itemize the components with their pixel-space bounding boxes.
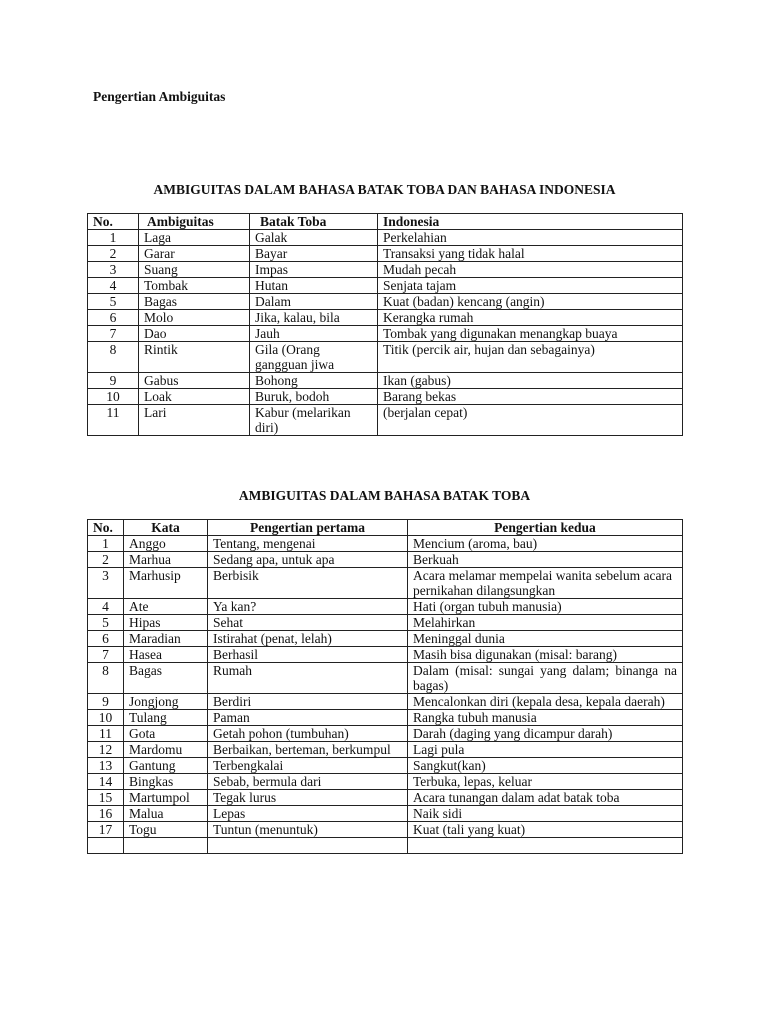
cell-no: 11 [88, 405, 139, 436]
cell-kata: Togu [124, 822, 208, 838]
cell-no: 6 [88, 310, 139, 326]
table-row [88, 742, 683, 758]
cell-ambiguitas: Suang [139, 262, 250, 278]
cell-no: 3 [88, 262, 139, 278]
cell-pengertian-kedua: Naik sidi [408, 806, 683, 822]
cell-kata: Gantung [124, 758, 208, 774]
cell-ambiguitas: Lari [139, 405, 250, 436]
cell-kata [124, 838, 208, 854]
cell-batak-toba: Kabur (melarikan diri) [250, 405, 378, 436]
cell-pengertian-kedua: Berkuah [408, 552, 683, 568]
cell-no: 5 [88, 615, 124, 631]
cell-pengertian-kedua: Hati (organ tubuh manusia) [408, 599, 683, 615]
cell-batak-toba: Gila (Orang gangguan jiwa [250, 342, 378, 373]
cell-no: 7 [88, 326, 139, 342]
table-row [88, 710, 683, 726]
cell-ambiguitas: Dao [139, 326, 250, 342]
table-row [88, 631, 683, 647]
header-no: No. [88, 214, 139, 230]
cell-batak-toba: Bohong [250, 373, 378, 389]
cell-no: 7 [88, 647, 124, 663]
cell-pengertian-pertama: Sebab, bermula dari [208, 774, 408, 790]
cell-pengertian-kedua: Sangkut(kan) [408, 758, 683, 774]
cell-indonesia: Tombak yang digunakan menangkap buaya [378, 326, 683, 342]
cell-no: 9 [88, 373, 139, 389]
cell-pengertian-pertama: Tuntun (menuntuk) [208, 822, 408, 838]
cell-batak-toba: Galak [250, 230, 378, 246]
table-row [88, 262, 683, 278]
cell-pengertian-kedua: Terbuka, lepas, keluar [408, 774, 683, 790]
cell-pengertian-kedua: Dalam (misal: sungai yang dalam; binanga na bagas) [408, 663, 683, 694]
table-header-row [88, 214, 683, 230]
cell-kata: Malua [124, 806, 208, 822]
cell-no: 5 [88, 294, 139, 310]
table-row [88, 726, 683, 742]
header-indonesia: Indonesia [378, 214, 683, 230]
cell-no: 10 [88, 389, 139, 405]
ambiguity-table-batak [87, 519, 683, 854]
cell-pengertian-pertama: Lepas [208, 806, 408, 822]
cell-batak-toba: Impas [250, 262, 378, 278]
table-row [88, 310, 683, 326]
cell-pengertian-pertama: Berdiri [208, 694, 408, 710]
cell-kata: Martumpol [124, 790, 208, 806]
cell-pengertian-kedua: Kuat (tali yang kuat) [408, 822, 683, 838]
table2-title: AMBIGUITAS DALAM BAHASA BATAK TOBA [238, 488, 531, 503]
table-row [88, 615, 683, 631]
cell-pengertian-kedua: Acara tunangan dalam adat batak toba [408, 790, 683, 806]
cell-batak-toba: Jauh [250, 326, 378, 342]
table-header-row [88, 520, 683, 536]
table-row [88, 599, 683, 615]
cell-kata: Hasea [124, 647, 208, 663]
table-row [88, 774, 683, 790]
cell-pengertian-kedua: Meninggal dunia [408, 631, 683, 647]
cell-no: 4 [88, 599, 124, 615]
cell-pengertian-kedua: Darah (daging yang dicampur darah) [408, 726, 683, 742]
table-row [88, 326, 683, 342]
cell-indonesia: Barang bekas [378, 389, 683, 405]
cell-no: 17 [88, 822, 124, 838]
header-pengertian-kedua: Pengertian kedua [408, 520, 683, 536]
cell-no: 1 [88, 536, 124, 552]
cell-no: 2 [88, 552, 124, 568]
cell-ambiguitas: Gabus [139, 373, 250, 389]
table-row [88, 790, 683, 806]
cell-pengertian-pertama: Sedang apa, untuk apa [208, 552, 408, 568]
cell-pengertian-pertama: Tegak lurus [208, 790, 408, 806]
cell-kata: Marhua [124, 552, 208, 568]
cell-no: 10 [88, 710, 124, 726]
cell-ambiguitas: Tombak [139, 278, 250, 294]
table-row [88, 552, 683, 568]
cell-pengertian-pertama: Paman [208, 710, 408, 726]
header-no: No. [88, 520, 124, 536]
cell-indonesia: Perkelahian [378, 230, 683, 246]
cell-kata: Tulang [124, 710, 208, 726]
ambiguity-table-batak-indonesia [87, 213, 683, 436]
table-row [88, 373, 683, 389]
cell-ambiguitas: Molo [139, 310, 250, 326]
table-row [88, 342, 683, 373]
cell-pengertian-pertama: Rumah [208, 663, 408, 694]
cell-pengertian-kedua [408, 838, 683, 854]
table-row [88, 246, 683, 262]
cell-no: 8 [88, 663, 124, 694]
page-title: Pengertian Ambiguitas [93, 89, 226, 104]
cell-kata: Marhusip [124, 568, 208, 599]
cell-pengertian-pertama [208, 838, 408, 854]
cell-batak-toba: Jika, kalau, bila [250, 310, 378, 326]
cell-kata: Jongjong [124, 694, 208, 710]
cell-ambiguitas: Laga [139, 230, 250, 246]
cell-no: 16 [88, 806, 124, 822]
cell-indonesia: Kuat (badan) kencang (angin) [378, 294, 683, 310]
header-batak-toba: Batak Toba [250, 214, 378, 230]
cell-indonesia: Transaksi yang tidak halal [378, 246, 683, 262]
cell-kata: Bingkas [124, 774, 208, 790]
cell-pengertian-pertama: Berhasil [208, 647, 408, 663]
cell-ambiguitas: Loak [139, 389, 250, 405]
cell-no: 4 [88, 278, 139, 294]
cell-no: 14 [88, 774, 124, 790]
cell-indonesia: Kerangka rumah [378, 310, 683, 326]
cell-no: 2 [88, 246, 139, 262]
cell-pengertian-pertama: Berbaikan, berteman, berkumpul [208, 742, 408, 758]
table-row [88, 758, 683, 774]
cell-no: 11 [88, 726, 124, 742]
cell-ambiguitas: Rintik [139, 342, 250, 373]
cell-kata: Mardomu [124, 742, 208, 758]
cell-no: 12 [88, 742, 124, 758]
table-row [88, 838, 683, 854]
cell-pengertian-pertama: Tentang, mengenai [208, 536, 408, 552]
cell-no: 15 [88, 790, 124, 806]
cell-no: 1 [88, 230, 139, 246]
cell-kata: Maradian [124, 631, 208, 647]
header-ambiguitas: Ambiguitas [139, 214, 250, 230]
cell-no [88, 838, 124, 854]
cell-kata: Gota [124, 726, 208, 742]
cell-batak-toba: Buruk, bodoh [250, 389, 378, 405]
cell-kata: Hipas [124, 615, 208, 631]
cell-pengertian-kedua: Lagi pula [408, 742, 683, 758]
cell-pengertian-pertama: Getah pohon (tumbuhan) [208, 726, 408, 742]
cell-kata: Bagas [124, 663, 208, 694]
cell-indonesia: (berjalan cepat) [378, 405, 683, 436]
header-pengertian-pertama: Pengertian pertama [208, 520, 408, 536]
cell-batak-toba: Bayar [250, 246, 378, 262]
table-row [88, 278, 683, 294]
header-kata: Kata [124, 520, 208, 536]
cell-indonesia: Mudah pecah [378, 262, 683, 278]
cell-batak-toba: Dalam [250, 294, 378, 310]
cell-pengertian-pertama: Sehat [208, 615, 408, 631]
cell-pengertian-pertama: Ya kan? [208, 599, 408, 615]
cell-no: 3 [88, 568, 124, 599]
cell-no: 13 [88, 758, 124, 774]
cell-ambiguitas: Bagas [139, 294, 250, 310]
table-row [88, 389, 683, 405]
table-row [88, 230, 683, 246]
cell-kata: Anggo [124, 536, 208, 552]
table-row [88, 294, 683, 310]
cell-pengertian-kedua: Masih bisa digunakan (misal: barang) [408, 647, 683, 663]
table-row [88, 647, 683, 663]
cell-pengertian-kedua: Rangka tubuh manusia [408, 710, 683, 726]
cell-no: 9 [88, 694, 124, 710]
cell-indonesia: Ikan (gabus) [378, 373, 683, 389]
table-row [88, 568, 683, 599]
table-row [88, 405, 683, 436]
cell-pengertian-kedua: Mencium (aroma, bau) [408, 536, 683, 552]
cell-pengertian-pertama: Berbisik [208, 568, 408, 599]
table-row [88, 822, 683, 838]
cell-pengertian-pertama: Istirahat (penat, lelah) [208, 631, 408, 647]
cell-kata: Ate [124, 599, 208, 615]
table-row [88, 694, 683, 710]
cell-pengertian-kedua: Melahirkan [408, 615, 683, 631]
cell-no: 8 [88, 342, 139, 373]
cell-ambiguitas: Garar [139, 246, 250, 262]
table-row [88, 806, 683, 822]
table-row [88, 663, 683, 694]
cell-pengertian-kedua: Mencalonkan diri (kepala desa, kepala daerah) [408, 694, 683, 710]
table-row [88, 536, 683, 552]
cell-indonesia: Titik (percik air, hujan dan sebagainya) [378, 342, 683, 373]
cell-batak-toba: Hutan [250, 278, 378, 294]
table1-title: AMBIGUITAS DALAM BAHASA BATAK TOBA DAN BAHASA INDONESIA [153, 182, 616, 197]
cell-indonesia: Senjata tajam [378, 278, 683, 294]
cell-pengertian-pertama: Terbengkalai [208, 758, 408, 774]
cell-pengertian-kedua: Acara melamar mempelai wanita sebelum acara pernikahan dilangsungkan [408, 568, 683, 599]
cell-no: 6 [88, 631, 124, 647]
